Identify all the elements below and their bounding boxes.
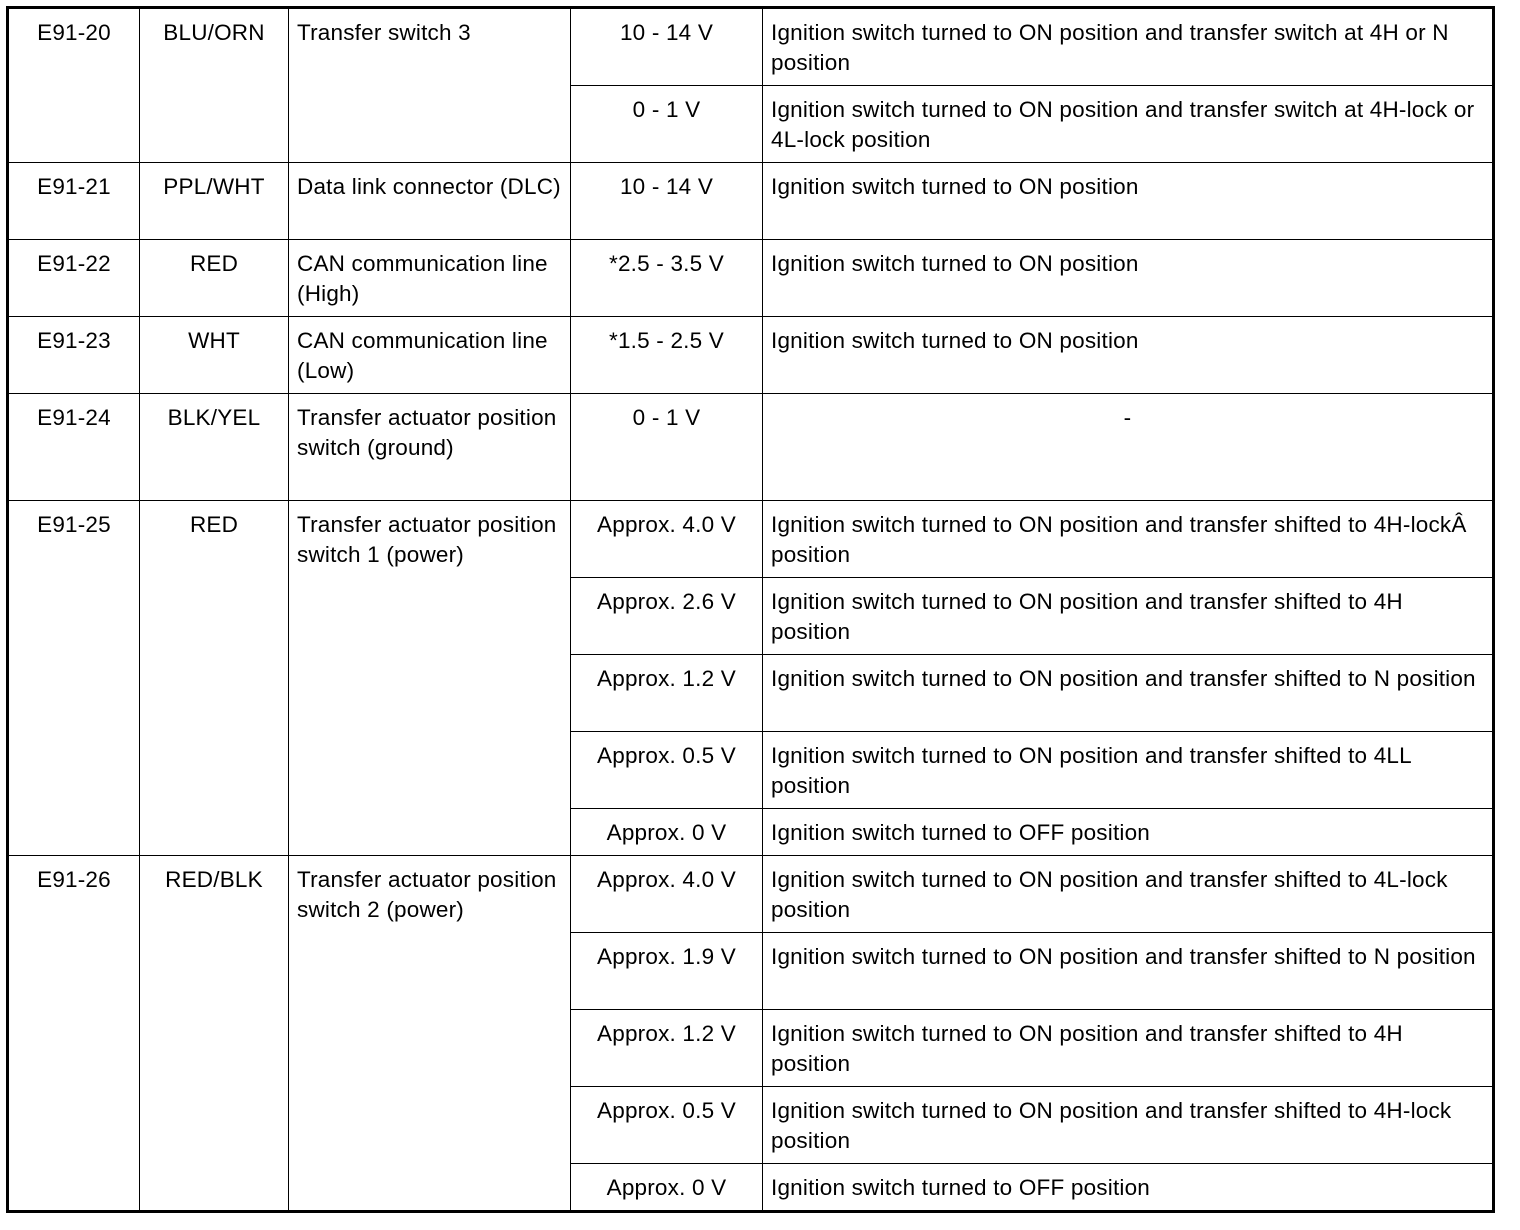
voltage-cell: Approx. 2.6 V (571, 578, 763, 655)
description-cell: Transfer actuator position switch 1 (power) (289, 501, 571, 856)
condition-cell: Ignition switch turned to ON position and transfer shifted to 4H position (763, 1010, 1494, 1087)
wire-color-cell: RED (140, 240, 289, 317)
condition-cell: Ignition switch turned to ON position and transfer shifted to 4LL position (763, 732, 1494, 809)
condition-cell: Ignition switch turned to ON position and transfer shifted to 4L-lock position (763, 856, 1494, 933)
wire-color-cell: BLU/ORN (140, 8, 289, 163)
terminal-voltage-table (6, 6, 1495, 1213)
voltage-cell: *1.5 - 2.5 V (571, 317, 763, 394)
terminal-cell: E91-25 (8, 501, 140, 856)
condition-cell: - (763, 394, 1494, 501)
description-cell: Transfer switch 3 (289, 8, 571, 163)
condition-cell: Ignition switch turned to ON position and transfer shifted to N position (763, 933, 1494, 1010)
wire-color-cell: WHT (140, 317, 289, 394)
condition-cell: Ignition switch turned to ON position (763, 163, 1494, 240)
terminal-cell: E91-24 (8, 394, 140, 501)
wire-color-cell: RED/BLK (140, 856, 289, 1212)
terminal-cell: E91-22 (8, 240, 140, 317)
wire-color-cell: RED (140, 501, 289, 856)
description-cell: Transfer actuator position switch 2 (power) (289, 856, 571, 1212)
voltage-cell: 0 - 1 V (571, 394, 763, 501)
description-cell: CAN communication line (Low) (289, 317, 571, 394)
condition-cell: Ignition switch turned to ON position and transfer switch at 4H-lock or 4L-lock position (763, 86, 1494, 163)
table-row (8, 240, 1494, 317)
terminal-cell: E91-20 (8, 8, 140, 163)
table-row (8, 394, 1494, 501)
terminal-cell: E91-21 (8, 163, 140, 240)
condition-cell: Ignition switch turned to ON position and transfer shifted to N position (763, 655, 1494, 732)
description-cell: CAN communication line (High) (289, 240, 571, 317)
condition-cell: Ignition switch turned to ON position (763, 240, 1494, 317)
voltage-cell: Approx. 1.2 V (571, 655, 763, 732)
condition-cell: Ignition switch turned to ON position and transfer shifted to 4H position (763, 578, 1494, 655)
table-row (8, 163, 1494, 240)
condition-cell: Ignition switch turned to ON position (763, 317, 1494, 394)
voltage-cell: Approx. 4.0 V (571, 501, 763, 578)
condition-cell: Ignition switch turned to OFF position (763, 809, 1494, 856)
table-row (8, 317, 1494, 394)
description-cell: Transfer actuator position switch (ground) (289, 394, 571, 501)
voltage-cell: Approx. 0.5 V (571, 732, 763, 809)
voltage-cell: 10 - 14 V (571, 8, 763, 86)
condition-cell: Ignition switch turned to OFF position (763, 1164, 1494, 1212)
voltage-cell: Approx. 0 V (571, 1164, 763, 1212)
voltage-cell: 0 - 1 V (571, 86, 763, 163)
voltage-cell: Approx. 1.2 V (571, 1010, 763, 1087)
condition-cell: Ignition switch turned to ON position and transfer shifted to 4H-lock position (763, 1087, 1494, 1164)
voltage-cell: Approx. 1.9 V (571, 933, 763, 1010)
voltage-cell: 10 - 14 V (571, 163, 763, 240)
voltage-cell: Approx. 4.0 V (571, 856, 763, 933)
condition-cell: Ignition switch turned to ON position and transfer switch at 4H or N position (763, 8, 1494, 86)
table-row (8, 856, 1494, 933)
table-row (8, 8, 1494, 86)
terminal-cell: E91-26 (8, 856, 140, 1212)
condition-cell: Ignition switch turned to ON position and transfer shifted to 4H-lockÂ position (763, 501, 1494, 578)
voltage-cell: Approx. 0 V (571, 809, 763, 856)
table-row (8, 501, 1494, 578)
wire-color-cell: PPL/WHT (140, 163, 289, 240)
voltage-cell: *2.5 - 3.5 V (571, 240, 763, 317)
description-cell: Data link connector (DLC) (289, 163, 571, 240)
voltage-cell: Approx. 0.5 V (571, 1087, 763, 1164)
terminal-cell: E91-23 (8, 317, 140, 394)
wire-color-cell: BLK/YEL (140, 394, 289, 501)
